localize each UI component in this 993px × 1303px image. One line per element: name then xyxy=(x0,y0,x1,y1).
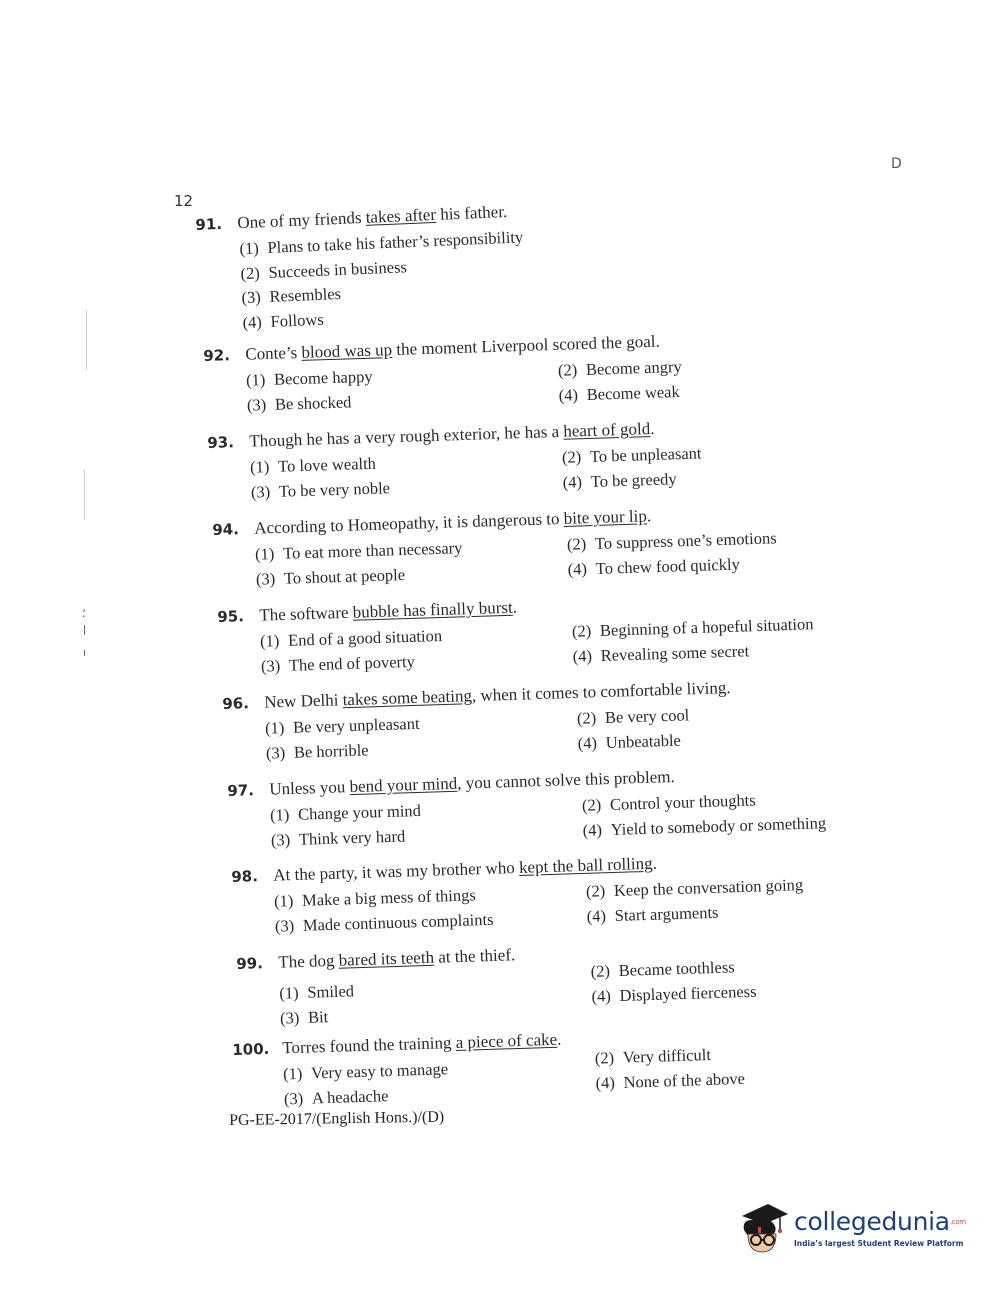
question-text: Though he has a very rough exterior, he has a heart of gold. xyxy=(249,418,655,451)
option-2: (2) To be unpleasant xyxy=(561,443,702,467)
question-number: 92. xyxy=(203,346,231,365)
option-3: (3) To shout at people xyxy=(255,564,406,589)
option-3: (3) The end of poverty xyxy=(260,651,416,676)
question-number: 95. xyxy=(217,607,245,626)
option-1: (1) To love wealth xyxy=(249,453,377,477)
question-text: At the party, it was my brother who kept the ball rolling. xyxy=(273,853,658,885)
question-text: Unless you bend your mind, you cannot solve this problem. xyxy=(269,766,676,799)
idiom-phrase: bite your lip xyxy=(563,506,648,528)
page-number: 12 xyxy=(174,192,194,210)
idiom-phrase: blood was up xyxy=(301,340,393,362)
question-100 xyxy=(232,1017,934,1112)
question-number: 99. xyxy=(236,954,264,973)
option-4: (4) To chew food quickly xyxy=(567,554,741,579)
option-1: (1) End of a good situation xyxy=(259,625,443,651)
question-text: New Delhi takes some beating, when it comes to comfortable living. xyxy=(264,678,731,712)
option-2: (2) Beginning of a hopeful situation xyxy=(571,614,814,641)
option-4: (4) Unbeatable xyxy=(577,730,682,753)
option-4: (4) None of the above xyxy=(595,1068,746,1093)
question-number: 98. xyxy=(231,867,259,886)
option-2: (2) Become angry xyxy=(557,356,682,380)
question-99 xyxy=(236,931,938,1031)
option-4: (4) Revealing some secret xyxy=(572,641,750,666)
option-4: (4) Become weak xyxy=(558,382,680,405)
option-3: (3) To be very noble xyxy=(250,478,391,502)
option-4: (4) Follows xyxy=(242,309,325,332)
idiom-phrase: takes after xyxy=(365,204,437,227)
option-4: (4) Displayed fierceness xyxy=(591,981,757,1006)
collegedunia-logo xyxy=(738,1198,968,1258)
question-text: The dog bared its teeth at the thief. xyxy=(278,945,516,972)
question-text: According to Homeopathy, it is dangerous to bite your lip. xyxy=(254,506,652,538)
idiom-phrase: kept the ball rolling xyxy=(518,853,653,877)
question-94 xyxy=(212,497,914,592)
scan-line xyxy=(86,310,87,370)
question-number: 94. xyxy=(212,520,240,539)
option-2: (2) Control your thoughts xyxy=(581,790,756,815)
question-92 xyxy=(203,323,905,418)
option-2: (2) Became toothless xyxy=(590,957,735,981)
logo-text xyxy=(794,1208,966,1248)
idiom-phrase: takes some beating xyxy=(342,686,473,710)
brand-tagline: India’s largest Student Review Platform xyxy=(794,1239,964,1248)
option-2: (2) Be very cool xyxy=(576,705,690,728)
option-3: (3) Bit xyxy=(279,1007,329,1028)
question-text: Torres found the training a piece of cake. xyxy=(282,1029,562,1058)
option-3: (3) A headache xyxy=(283,1086,389,1109)
question-number: 91. xyxy=(195,214,223,234)
option-1: (1) Change your mind xyxy=(269,800,422,825)
question-95 xyxy=(217,584,919,679)
question-text: One of my friends takes after his father. xyxy=(237,201,508,233)
brand-name: collegedunia$^{.com}$ xyxy=(794,1207,966,1236)
option-1: (1) Smiled xyxy=(278,981,355,1003)
question-93 xyxy=(207,410,909,505)
idiom-phrase: heart of gold xyxy=(563,419,651,441)
question-91 xyxy=(195,185,900,337)
option-4: (4) Start arguments xyxy=(586,902,719,926)
option-3: (3) Be horrible xyxy=(265,740,369,763)
idiom-phrase: bend your mind xyxy=(349,773,458,797)
idiom-phrase: a piece of cake xyxy=(455,1029,558,1052)
scan-line xyxy=(84,625,85,635)
mascot-icon xyxy=(738,1200,790,1256)
question-number: 93. xyxy=(207,433,235,452)
question-number: 100. xyxy=(232,1039,270,1059)
option-2: (2) Keep the conversation going xyxy=(585,875,804,901)
option-2: (2) Succeeds in business xyxy=(240,256,408,283)
idiom-phrase: bared its teeth xyxy=(338,947,435,970)
option-1: (1) Make a big mess of things xyxy=(273,885,477,911)
idiom-phrase: bubble has finally burst xyxy=(352,597,514,622)
option-3: (3) Resembles xyxy=(241,283,342,308)
scan-line xyxy=(84,470,85,520)
question-number: 97. xyxy=(227,781,255,800)
question-text: Conte’s blood was up the moment Liverpool scored the goal. xyxy=(245,331,660,364)
option-3: (3) Made continuous complaints xyxy=(274,909,494,936)
question-97 xyxy=(227,758,929,853)
question-98 xyxy=(231,844,933,939)
option-1: (1) Become happy xyxy=(245,366,373,390)
option-4: (4) To be greedy xyxy=(562,469,677,492)
scan-line xyxy=(84,650,85,656)
question-number: 96. xyxy=(222,694,250,713)
option-1: (1) Very easy to manage xyxy=(282,1059,449,1084)
option-2: (2) Very difficult xyxy=(594,1044,712,1068)
question-96 xyxy=(222,671,924,766)
option-1: (1) Plans to take his father’s responsibility xyxy=(239,227,524,259)
page-set-letter: D xyxy=(891,156,902,172)
option-3: (3) Think very hard xyxy=(270,826,406,850)
option-3: (3) Be shocked xyxy=(246,392,352,415)
option-1: (1) To eat more than necessary xyxy=(254,538,463,564)
option-4: (4) Yield to somebody or something xyxy=(582,813,827,840)
paper-code: PG-EE-2017/(English Hons.)/(D) xyxy=(229,1108,445,1129)
option-2: (2) To suppress one’s emotions xyxy=(566,528,777,554)
margin-mark: ⸵ xyxy=(82,606,86,620)
option-1: (1) Be very unpleasant xyxy=(264,713,420,738)
question-text: The software bubble has finally burst. xyxy=(259,597,518,625)
